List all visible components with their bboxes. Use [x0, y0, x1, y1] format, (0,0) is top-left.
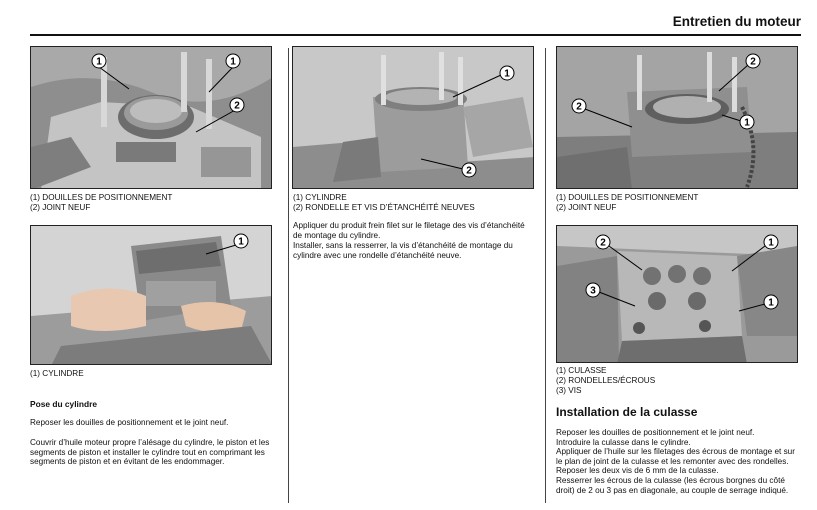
- paragraph-right-reposer: Reposer les douilles de positionnement et le joint neuf.: [556, 428, 755, 437]
- caption-right-dowels: (1) DOUILLES DE POSITIONNEMENT: [556, 193, 699, 202]
- svg-text:1: 1: [768, 237, 774, 249]
- paragraph-right-resserrer: Resserrer les écrous de la culasse (les écrous borgnes du côté droit) de 2 ou 3 pas en diagonale, au couple de serrage indiqué.: [556, 476, 789, 495]
- caption-mid-washer: (2) RONDELLE ET VIS D’ÉTANCHÉITÉ NEUVES: [293, 203, 475, 212]
- caption-right-gasket: (2) JOINT NEUF: [556, 203, 617, 212]
- caption-gasket: (2) JOINT NEUF: [30, 203, 91, 212]
- svg-text:1: 1: [504, 68, 510, 80]
- caption-dowels: (1) DOUILLES DE POSITIONNEMENT: [30, 193, 173, 202]
- photo-cylinder-install: [30, 225, 272, 365]
- column-divider-1: [288, 48, 289, 503]
- caption-right-head: (1) CULASSE: [556, 366, 607, 375]
- svg-text:1: 1: [96, 56, 102, 68]
- photo-crankcase-dowels: [30, 46, 272, 189]
- svg-text:2: 2: [576, 101, 582, 113]
- photo-cylinder-bolt: [292, 46, 534, 189]
- photo-cylinder-head: [556, 225, 798, 363]
- paragraph-couvrir: Couvrir d’huile moteur propre l’alésage du cylindre, le piston et les segments de piston et installer le cylindre tout en comprimant les segments de piston et en évitant de les endommager.: [30, 438, 270, 467]
- paragraph-right-appliquer: Appliquer de l’huile sur les filetages des écrous de montage et sur le plan de joint de la culasse et les remonter avec des rondelles.: [556, 447, 795, 466]
- caption-right-bolts: (3) VIS: [556, 386, 582, 395]
- page-title: Entretien du moteur: [672, 14, 801, 29]
- photo-head-gasket: [556, 46, 798, 189]
- column-divider-2: [545, 48, 546, 503]
- paragraph-right-vis: Reposer les deux vis de 6 mm de la culasse.: [556, 466, 719, 476]
- svg-text:2: 2: [466, 165, 472, 177]
- svg-text:1: 1: [768, 297, 774, 309]
- page-header: [0, 10, 817, 40]
- paragraph-appliquer: Appliquer du produit frein filet sur le filetage des vis d’étanchéité de montage du cylindre.: [293, 221, 525, 240]
- svg-text:1: 1: [238, 236, 244, 248]
- svg-text:1: 1: [230, 56, 236, 68]
- svg-text:2: 2: [234, 100, 240, 112]
- caption-cylinder: (1) CYLINDRE: [30, 369, 84, 378]
- section-heading-pose-cylindre: Pose du cylindre: [30, 399, 98, 409]
- header-rule: [30, 34, 801, 36]
- caption-mid-cylinder: (1) CYLINDRE: [293, 193, 347, 202]
- svg-text:2: 2: [600, 237, 606, 249]
- caption-right-washers: (2) RONDELLES/ÉCROUS: [556, 376, 656, 385]
- section-heading-installation-culasse: Installation de la culasse: [556, 405, 698, 419]
- paragraph-right-introduire: Introduire la culasse dans le cylindre.: [556, 437, 691, 447]
- svg-text:3: 3: [590, 285, 596, 297]
- paragraph-installer: Installer, sans la resserrer, la vis d’étanchéité de montage du cylindre avec une rondelle d’étanchéité neuve.: [293, 241, 513, 260]
- svg-text:2: 2: [750, 56, 756, 68]
- paragraph-reposer: Reposer les douilles de positionnement et le joint neuf.: [30, 418, 229, 427]
- svg-text:1: 1: [744, 117, 750, 129]
